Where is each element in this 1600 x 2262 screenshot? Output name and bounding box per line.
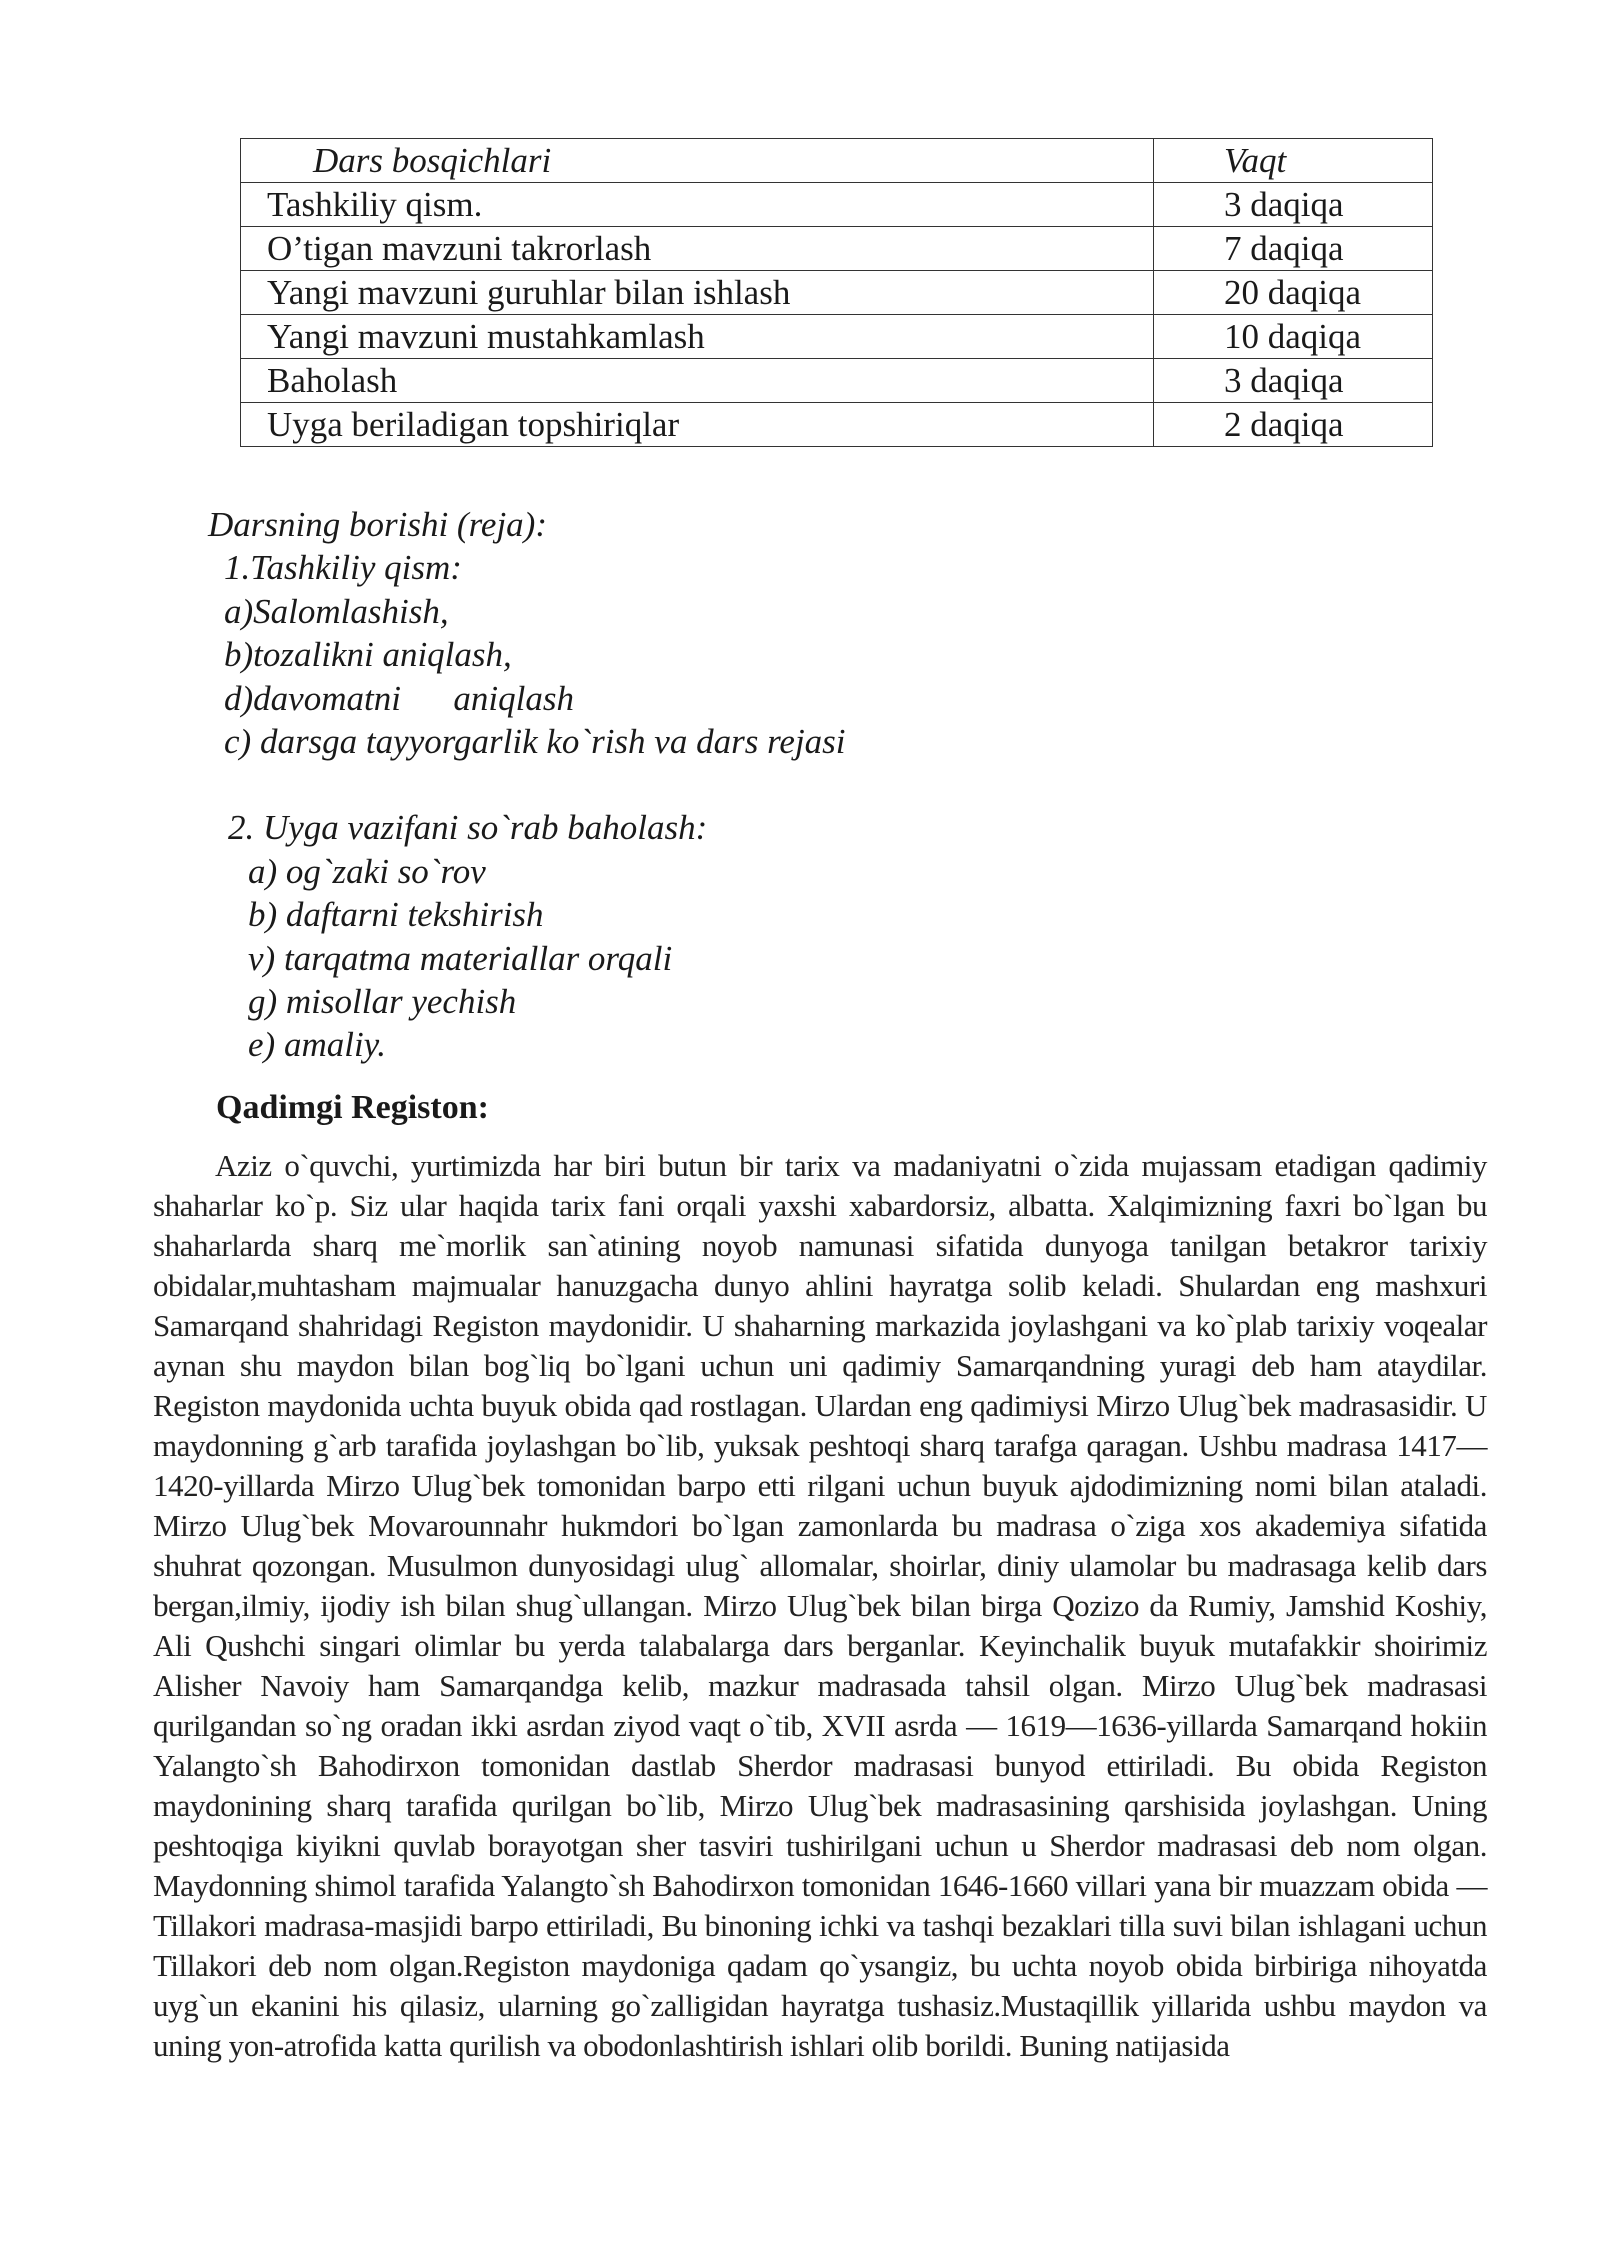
list-item: c) darsga tayyorgarlik ko`rish va dars rejasi	[224, 722, 846, 762]
list-item: g) misollar yechish	[248, 982, 517, 1022]
table-cell-time: 2 daqiqa	[1154, 403, 1433, 447]
list-item: e) amaliy.	[248, 1025, 387, 1065]
list-item: a) og`zaki so`rov	[248, 851, 486, 891]
table-header-row	[241, 139, 1433, 183]
table-row	[241, 271, 1433, 315]
plan-part2-heading: 2. Uyga vazifani so`rab baholash:	[228, 808, 708, 848]
table-cell-stage: Tashkiliy qism.	[241, 183, 1154, 227]
list-item: v) tarqatma materiallar orqali	[248, 938, 673, 978]
spacer	[208, 763, 846, 806]
table-cell-time: 3 daqiqa	[1154, 183, 1433, 227]
table-row	[241, 183, 1433, 227]
list-item: b)tozalikni aniqlash,	[224, 635, 512, 675]
plan-part1-heading: 1.Tashkiliy qism:	[224, 548, 462, 588]
table-cell-time: 3 daqiqa	[1154, 359, 1433, 403]
list-item: b) daftarni tekshirish	[248, 895, 544, 935]
table-cell-time: 20 daqiqa	[1154, 271, 1433, 315]
table-cell-time: 10 daqiqa	[1154, 315, 1433, 359]
table-cell-stage: Yangi mavzuni guruhlar bilan ishlash	[241, 271, 1154, 315]
lesson-stages-table	[240, 138, 1433, 447]
list-item: d)davomatni aniqlash	[224, 678, 574, 718]
table-cell-stage: Baholash	[241, 359, 1154, 403]
table-row	[241, 315, 1433, 359]
section-heading: Qadimgi Registon:	[216, 1089, 489, 1126]
table-cell-time: 7 daqiqa	[1154, 227, 1433, 271]
body-paragraph: Aziz o`quvchi, yurtimizda har biri butun bir tarix va madaniyatni o`zida mujassam etadigan qadimiy shaharlar ko`p. Siz ular haqida tarix fani orqali yaxshi xabardorsiz, albatta. Xalqimizning faxri bo`lgan bu shaharlarda sharq me`morlik san`atining noyob namunasi sifatida dunyoga tanilgan betakror tarixiy obidalar,muhtasham majmualar hanuzgacha dunyo ahlini hayratga solib keladi. Shulardan eng mashxuri Samarqand shahridagi Registon maydonidir. U shaharning markazida joylashgani va ko`plab tarixiy voqealar aynan shu maydon bilan bog`liq bo`lgani uchun uni qadimiy Samarqandning yuragi deb ham ataydilar. Registon maydonida uchta buyuk obida qad rostlagan. Ulardan eng qadimiysi Mirzo Ulug`bek madrasasidir. U maydonning g`arb tarafida joylashgan bo`lib, yuksak peshtoqi sharq tarafga qaragan. Ushbu madrasa 1417—1420-yillarda Mirzo Ulug`bek tomonidan barpo etti rilgani uchun buyuk ajdodimizning nomi bilan ataladi. Mirzo Ulug`bek Movarounnahr hukmdori bo`lgan zamonlarda bu madrasa o`ziga xos akademiya sifatida shuhrat qozongan. Musulmon dunyosidagi ulug` allomalar, shoirlar, diniy ulamolar bu madrasaga kelib dars bergan,ilmiy, ijodiy ish bilan shug`ullangan. Mirzo Ulug`bek bilan birga Qozizo da Rumiy, Jamshid Koshiy, Ali Qushchi singari olimlar bu yerda talabalarga dars berganlar. Keyinchalik buyuk mutafakkir shoirimiz Alisher Navoiy ham Samarqandga kelib, mazkur madrasada tahsil olgan. Mirzo Ulug`bek madrasasi qurilgandan so`ng oradan ikki asrdan ziyod vaqt o`tib, XVII asrda — 1619—1636-yillarda Samarqand hokiin Yalangto`sh Bahodirxon tomonidan dastlab Sherdor madrasasi bunyod ettiriladi. Bu obida Registon maydonining sharq tarafida qurilgan bo`lib, Mirzo Ulug`bek madrasasining qarshisida joylashgan. Uning peshtoqiga kiyikni quvlab borayotgan sher tasviri tushirilgani uchun u Sherdor madrasasi deb nom olgan. Maydonning shimol tarafida Yalangto`sh Bahodirxon tomonidan 1646-1660 villari yana bir muazzam obida — Tillakori madrasa-masjidi barpo ettiriladi, Bu binoning ichki va tashqi bezaklari tilla suvi bilan ishlagani uchun Tillakori deb nom olgan.Registon maydoniga qadam qo`ysangiz, bu uchta noyob obida birbiriga nihoyatda uyg`un ekanini his qilasiz, ularning go`zalligidan hayratga tushasiz.Mustaqillik yillarida ushbu maydon va uning yon-atrofida katta qurilish va obodonlashtirish ishlari olib borildi. Buning natijasida	[153, 1148, 1487, 2063]
table-row	[241, 227, 1433, 271]
table-header-stages: Dars bosqichlari	[241, 139, 1154, 183]
table-header-time: Vaqt	[1154, 139, 1433, 183]
table-row	[241, 403, 1433, 447]
lesson-plan	[208, 503, 846, 1067]
plan-title: Darsning borishi (reja):	[208, 505, 547, 544]
table-cell-stage: Uyga beriladigan topshiriqlar	[241, 403, 1154, 447]
list-item: a)Salomlashish,	[224, 591, 449, 631]
table-cell-stage: Yangi mavzuni mustahkamlash	[241, 315, 1154, 359]
table-cell-stage: O’tigan mavzuni takrorlash	[241, 227, 1154, 271]
table-row	[241, 359, 1433, 403]
